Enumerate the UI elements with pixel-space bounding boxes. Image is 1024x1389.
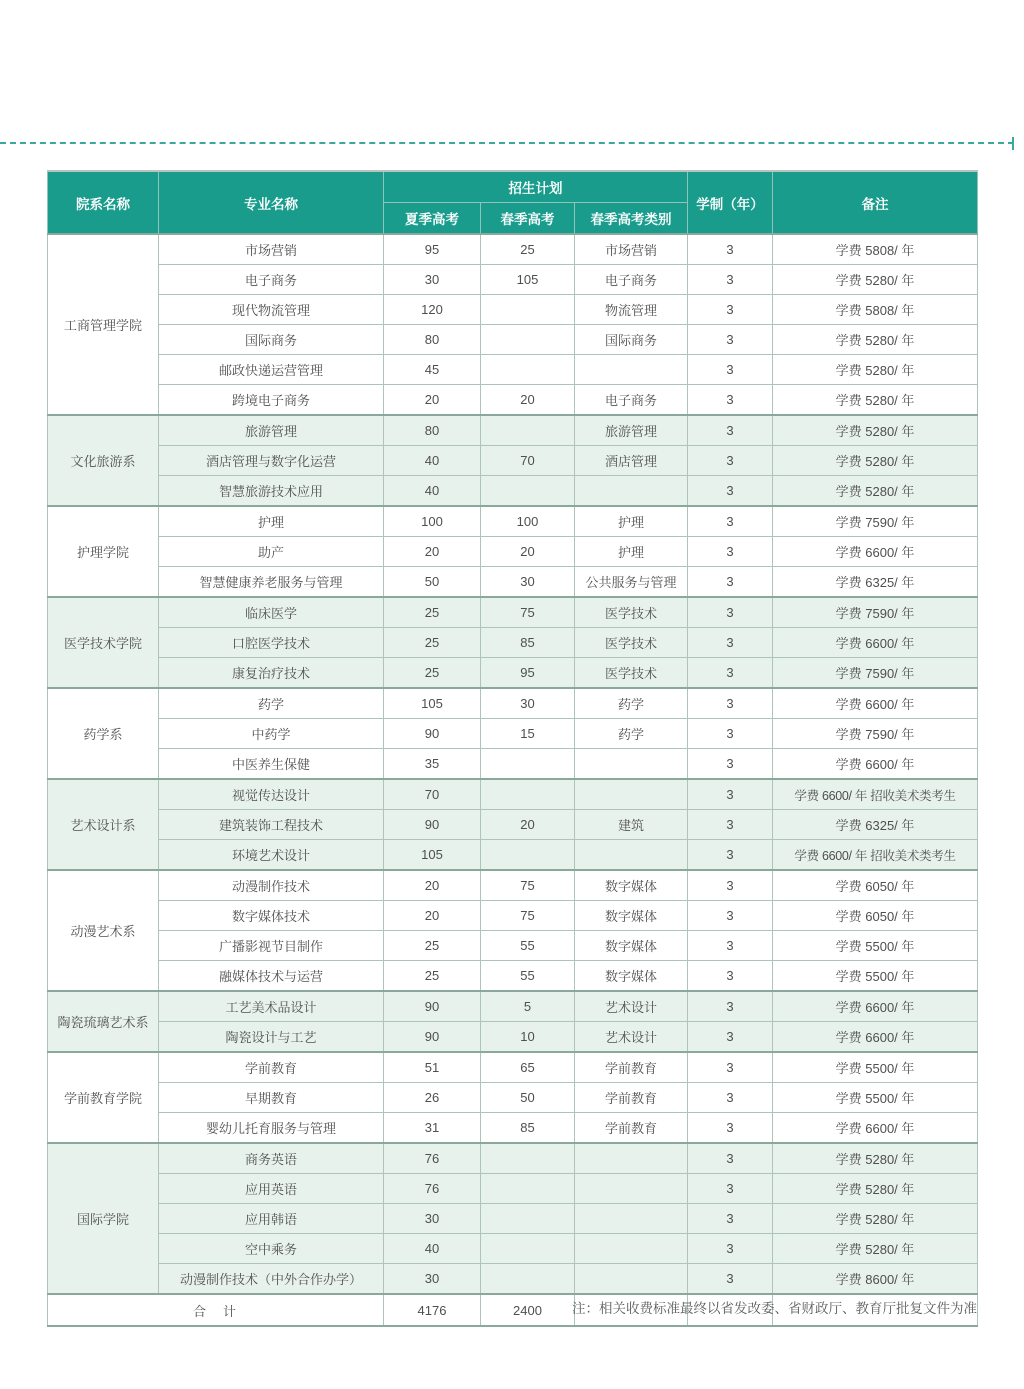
table-row	[48, 870, 978, 901]
table-row	[48, 325, 978, 355]
summer-cell: 20	[384, 385, 481, 416]
summer-cell: 26	[384, 1083, 481, 1113]
summer-cell: 31	[384, 1113, 481, 1144]
years-cell: 3	[688, 446, 773, 476]
major-cell: 视觉传达设计	[159, 779, 384, 810]
department-cell: 艺术设计系	[48, 779, 159, 870]
table-row	[48, 1022, 978, 1053]
category-cell: 医学技术	[575, 597, 688, 628]
years-cell: 3	[688, 1113, 773, 1144]
total-label-cell: 合 计	[48, 1294, 384, 1326]
note-cell: 学费 5280/ 年	[773, 1143, 978, 1174]
note-cell: 学费 5280/ 年	[773, 385, 978, 416]
note-cell: 学费 5280/ 年	[773, 355, 978, 385]
spring-cell	[481, 1204, 575, 1234]
summer-cell: 90	[384, 991, 481, 1022]
spring-cell: 5	[481, 991, 575, 1022]
years-cell: 3	[688, 688, 773, 719]
years-cell: 3	[688, 628, 773, 658]
note-cell: 学费 5280/ 年	[773, 1174, 978, 1204]
summer-cell: 50	[384, 567, 481, 598]
note-cell: 学费 6600/ 年	[773, 1022, 978, 1053]
note-cell: 学费 5280/ 年	[773, 446, 978, 476]
summer-cell: 95	[384, 234, 481, 265]
major-cell: 空中乘务	[159, 1234, 384, 1264]
department-cell: 陶瓷琉璃艺术系	[48, 991, 159, 1052]
summer-cell: 25	[384, 931, 481, 961]
table-row	[48, 265, 978, 295]
years-cell: 3	[688, 597, 773, 628]
table-row	[48, 597, 978, 628]
years-cell: 3	[688, 1174, 773, 1204]
spring-cell: 55	[481, 931, 575, 961]
table-row	[48, 355, 978, 385]
total-spring-cell: 2400	[481, 1294, 575, 1326]
table-row	[48, 901, 978, 931]
note-cell: 学费 6600/ 年	[773, 1113, 978, 1144]
spring-cell	[481, 1143, 575, 1174]
category-cell: 艺术设计	[575, 1022, 688, 1053]
header-plan-group: 招生计划	[384, 171, 688, 203]
major-cell: 临床医学	[159, 597, 384, 628]
spring-cell	[481, 295, 575, 325]
category-cell	[575, 476, 688, 507]
spring-cell	[481, 749, 575, 780]
category-cell	[575, 1204, 688, 1234]
years-cell: 3	[688, 931, 773, 961]
spring-cell: 15	[481, 719, 575, 749]
note-cell: 学费 6600/ 年	[773, 628, 978, 658]
category-cell: 建筑	[575, 810, 688, 840]
spring-cell: 20	[481, 810, 575, 840]
summer-cell: 25	[384, 658, 481, 689]
years-cell: 3	[688, 537, 773, 567]
spring-cell: 75	[481, 870, 575, 901]
years-cell: 3	[688, 840, 773, 871]
category-cell: 电子商务	[575, 265, 688, 295]
major-cell: 应用韩语	[159, 1204, 384, 1234]
table-row	[48, 1234, 978, 1264]
summer-cell: 70	[384, 779, 481, 810]
total-summer-cell: 4176	[384, 1294, 481, 1326]
table-row	[48, 1264, 978, 1295]
category-cell	[575, 779, 688, 810]
major-cell: 婴幼儿托育服务与管理	[159, 1113, 384, 1144]
spring-cell: 75	[481, 901, 575, 931]
category-cell	[575, 749, 688, 780]
major-cell: 早期教育	[159, 1083, 384, 1113]
header-major: 专业名称	[159, 171, 384, 234]
major-cell: 助产	[159, 537, 384, 567]
category-cell: 学前教育	[575, 1052, 688, 1083]
major-cell: 护理	[159, 506, 384, 537]
category-cell: 药学	[575, 688, 688, 719]
table-row	[48, 1083, 978, 1113]
header-summer-exam: 夏季高考	[384, 203, 481, 235]
major-cell: 康复治疗技术	[159, 658, 384, 689]
spring-cell	[481, 1234, 575, 1264]
summer-cell: 25	[384, 597, 481, 628]
header-note: 备注	[773, 171, 978, 234]
spring-cell: 20	[481, 537, 575, 567]
summer-cell: 25	[384, 628, 481, 658]
spring-cell: 75	[481, 597, 575, 628]
major-cell: 市场营销	[159, 234, 384, 265]
table-row	[48, 1113, 978, 1144]
summer-cell: 100	[384, 506, 481, 537]
years-cell: 3	[688, 385, 773, 416]
note-cell: 学费 6600/ 年	[773, 688, 978, 719]
years-cell: 3	[688, 476, 773, 507]
major-cell: 环境艺术设计	[159, 840, 384, 871]
major-cell: 中药学	[159, 719, 384, 749]
table-row	[48, 446, 978, 476]
years-cell: 3	[688, 1143, 773, 1174]
years-cell: 3	[688, 265, 773, 295]
years-cell: 3	[688, 749, 773, 780]
major-cell: 应用英语	[159, 1174, 384, 1204]
category-cell: 数字媒体	[575, 870, 688, 901]
table-row	[48, 295, 978, 325]
spring-cell: 105	[481, 265, 575, 295]
major-cell: 药学	[159, 688, 384, 719]
note-cell: 学费 6325/ 年	[773, 567, 978, 598]
spring-cell: 85	[481, 1113, 575, 1144]
department-cell: 护理学院	[48, 506, 159, 597]
note-cell: 学费 5280/ 年	[773, 265, 978, 295]
spring-cell	[481, 415, 575, 446]
years-cell: 3	[688, 1052, 773, 1083]
category-cell: 数字媒体	[575, 931, 688, 961]
note-cell: 学费 5280/ 年	[773, 1234, 978, 1264]
summer-cell: 76	[384, 1174, 481, 1204]
category-cell	[575, 355, 688, 385]
note-cell: 学费 7590/ 年	[773, 658, 978, 689]
table-row	[48, 779, 978, 810]
summer-cell: 35	[384, 749, 481, 780]
years-cell: 3	[688, 719, 773, 749]
category-cell	[575, 1234, 688, 1264]
note-cell: 学费 6050/ 年	[773, 901, 978, 931]
major-cell: 工艺美术品设计	[159, 991, 384, 1022]
note-cell: 学费 7590/ 年	[773, 506, 978, 537]
summer-cell: 30	[384, 265, 481, 295]
category-cell: 公共服务与管理	[575, 567, 688, 598]
table-row	[48, 1204, 978, 1234]
major-cell: 陶瓷设计与工艺	[159, 1022, 384, 1053]
note-cell: 学费 5500/ 年	[773, 1052, 978, 1083]
category-cell: 医学技术	[575, 628, 688, 658]
table-row	[48, 1052, 978, 1083]
years-cell: 3	[688, 325, 773, 355]
major-cell: 跨境电子商务	[159, 385, 384, 416]
table-row	[48, 506, 978, 537]
years-cell: 3	[688, 1022, 773, 1053]
category-cell: 酒店管理	[575, 446, 688, 476]
table-row	[48, 931, 978, 961]
header-spring-exam: 春季高考	[481, 203, 575, 235]
table-body	[48, 234, 978, 1326]
note-cell: 学费 5500/ 年	[773, 961, 978, 992]
category-cell	[575, 840, 688, 871]
summer-cell: 30	[384, 1264, 481, 1295]
years-cell: 3	[688, 506, 773, 537]
major-cell: 数字媒体技术	[159, 901, 384, 931]
spring-cell: 20	[481, 385, 575, 416]
years-cell: 3	[688, 415, 773, 446]
spring-cell	[481, 355, 575, 385]
years-cell: 3	[688, 870, 773, 901]
category-cell: 药学	[575, 719, 688, 749]
note-cell: 学费 6050/ 年	[773, 870, 978, 901]
table-row	[48, 537, 978, 567]
years-cell: 3	[688, 295, 773, 325]
department-cell: 药学系	[48, 688, 159, 779]
category-cell: 学前教育	[575, 1113, 688, 1144]
major-cell: 动漫制作技术（中外合作办学）	[159, 1264, 384, 1295]
years-cell: 3	[688, 901, 773, 931]
category-cell: 电子商务	[575, 385, 688, 416]
category-cell: 旅游管理	[575, 415, 688, 446]
summer-cell: 76	[384, 1143, 481, 1174]
fold-line-end-tick	[1012, 137, 1014, 150]
summer-cell: 120	[384, 295, 481, 325]
summer-cell: 30	[384, 1204, 481, 1234]
category-cell	[575, 1174, 688, 1204]
spring-cell: 30	[481, 688, 575, 719]
spring-cell: 55	[481, 961, 575, 992]
note-cell: 学费 8600/ 年	[773, 1264, 978, 1295]
years-cell: 3	[688, 1264, 773, 1295]
spring-cell: 100	[481, 506, 575, 537]
summer-cell: 20	[384, 901, 481, 931]
spring-cell	[481, 1264, 575, 1295]
table-row	[48, 1143, 978, 1174]
major-cell: 学前教育	[159, 1052, 384, 1083]
table	[47, 170, 978, 1327]
category-cell: 护理	[575, 506, 688, 537]
spring-cell	[481, 1174, 575, 1204]
note-cell: 学费 5280/ 年	[773, 325, 978, 355]
category-cell: 物流管理	[575, 295, 688, 325]
header-years: 学制（年）	[688, 171, 773, 234]
summer-cell: 20	[384, 537, 481, 567]
major-cell: 智慧旅游技术应用	[159, 476, 384, 507]
department-cell: 工商管理学院	[48, 234, 159, 415]
table-row	[48, 658, 978, 689]
summer-cell: 80	[384, 415, 481, 446]
summer-cell: 90	[384, 1022, 481, 1053]
note-cell: 学费 5500/ 年	[773, 1083, 978, 1113]
major-cell: 国际商务	[159, 325, 384, 355]
summer-cell: 80	[384, 325, 481, 355]
spring-cell: 30	[481, 567, 575, 598]
summer-cell: 20	[384, 870, 481, 901]
years-cell: 3	[688, 658, 773, 689]
dashed-fold-line	[0, 142, 1014, 144]
table-header	[48, 171, 978, 234]
header-department: 院系名称	[48, 171, 159, 234]
note-cell: 学费 5280/ 年	[773, 476, 978, 507]
note-cell: 学费 7590/ 年	[773, 597, 978, 628]
table-row	[48, 810, 978, 840]
years-cell: 3	[688, 234, 773, 265]
table-row	[48, 1174, 978, 1204]
department-cell: 医学技术学院	[48, 597, 159, 688]
years-cell: 3	[688, 991, 773, 1022]
spring-cell	[481, 779, 575, 810]
years-cell: 3	[688, 567, 773, 598]
table-row	[48, 476, 978, 507]
major-cell: 口腔医学技术	[159, 628, 384, 658]
years-cell: 3	[688, 1234, 773, 1264]
note-cell: 学费 6600/ 年	[773, 749, 978, 780]
summer-cell: 40	[384, 1234, 481, 1264]
table-row	[48, 415, 978, 446]
note-cell: 学费 7590/ 年	[773, 719, 978, 749]
summer-cell: 45	[384, 355, 481, 385]
major-cell: 电子商务	[159, 265, 384, 295]
years-cell: 3	[688, 810, 773, 840]
summer-cell: 51	[384, 1052, 481, 1083]
major-cell: 商务英语	[159, 1143, 384, 1174]
years-cell: 3	[688, 355, 773, 385]
major-cell: 邮政快递运营管理	[159, 355, 384, 385]
category-cell: 数字媒体	[575, 901, 688, 931]
summer-cell: 105	[384, 688, 481, 719]
spring-cell: 85	[481, 628, 575, 658]
table-row	[48, 688, 978, 719]
years-cell: 3	[688, 1083, 773, 1113]
table-row	[48, 628, 978, 658]
spring-cell: 50	[481, 1083, 575, 1113]
note-cell: 学费 6600/ 年 招收美术类考生	[773, 840, 978, 871]
table-row	[48, 991, 978, 1022]
department-cell: 文化旅游系	[48, 415, 159, 506]
major-cell: 现代物流管理	[159, 295, 384, 325]
enrollment-plan-table	[47, 170, 977, 1327]
category-cell: 学前教育	[575, 1083, 688, 1113]
footnote: 注：相关收费标准最终以省发改委、省财政厅、教育厅批复文件为准	[572, 1301, 977, 1316]
major-cell: 酒店管理与数字化运营	[159, 446, 384, 476]
table-row	[48, 234, 978, 265]
department-cell: 学前教育学院	[48, 1052, 159, 1143]
spring-cell	[481, 476, 575, 507]
spring-cell: 65	[481, 1052, 575, 1083]
major-cell: 中医养生保健	[159, 749, 384, 780]
category-cell: 市场营销	[575, 234, 688, 265]
spring-cell: 95	[481, 658, 575, 689]
summer-cell: 90	[384, 719, 481, 749]
category-cell	[575, 1264, 688, 1295]
summer-cell: 40	[384, 476, 481, 507]
table-row	[48, 719, 978, 749]
department-cell: 国际学院	[48, 1143, 159, 1294]
summer-cell: 90	[384, 810, 481, 840]
note-cell: 学费 5808/ 年	[773, 295, 978, 325]
summer-cell: 25	[384, 961, 481, 992]
major-cell: 智慧健康养老服务与管理	[159, 567, 384, 598]
years-cell: 3	[688, 779, 773, 810]
table-row	[48, 961, 978, 992]
note-cell: 学费 5808/ 年	[773, 234, 978, 265]
table-row	[48, 385, 978, 416]
category-cell: 国际商务	[575, 325, 688, 355]
category-cell	[575, 1143, 688, 1174]
spring-cell	[481, 325, 575, 355]
note-cell: 学费 6600/ 年 招收美术类考生	[773, 779, 978, 810]
department-cell: 动漫艺术系	[48, 870, 159, 991]
major-cell: 旅游管理	[159, 415, 384, 446]
table-row	[48, 567, 978, 598]
major-cell: 融媒体技术与运营	[159, 961, 384, 992]
note-cell: 学费 5500/ 年	[773, 931, 978, 961]
spring-cell: 10	[481, 1022, 575, 1053]
major-cell: 动漫制作技术	[159, 870, 384, 901]
category-cell: 医学技术	[575, 658, 688, 689]
major-cell: 建筑装饰工程技术	[159, 810, 384, 840]
category-cell: 艺术设计	[575, 991, 688, 1022]
spring-cell	[481, 840, 575, 871]
note-cell: 学费 5280/ 年	[773, 1204, 978, 1234]
spring-cell: 25	[481, 234, 575, 265]
header-spring-category: 春季高考类别	[575, 203, 688, 235]
table-row	[48, 749, 978, 780]
category-cell: 护理	[575, 537, 688, 567]
summer-cell: 105	[384, 840, 481, 871]
note-cell: 学费 6600/ 年	[773, 991, 978, 1022]
note-cell: 学费 6325/ 年	[773, 810, 978, 840]
category-cell: 数字媒体	[575, 961, 688, 992]
table-row	[48, 840, 978, 871]
years-cell: 3	[688, 1204, 773, 1234]
years-cell: 3	[688, 961, 773, 992]
spring-cell: 70	[481, 446, 575, 476]
note-cell: 学费 5280/ 年	[773, 415, 978, 446]
note-cell: 学费 6600/ 年	[773, 537, 978, 567]
summer-cell: 40	[384, 446, 481, 476]
major-cell: 广播影视节目制作	[159, 931, 384, 961]
